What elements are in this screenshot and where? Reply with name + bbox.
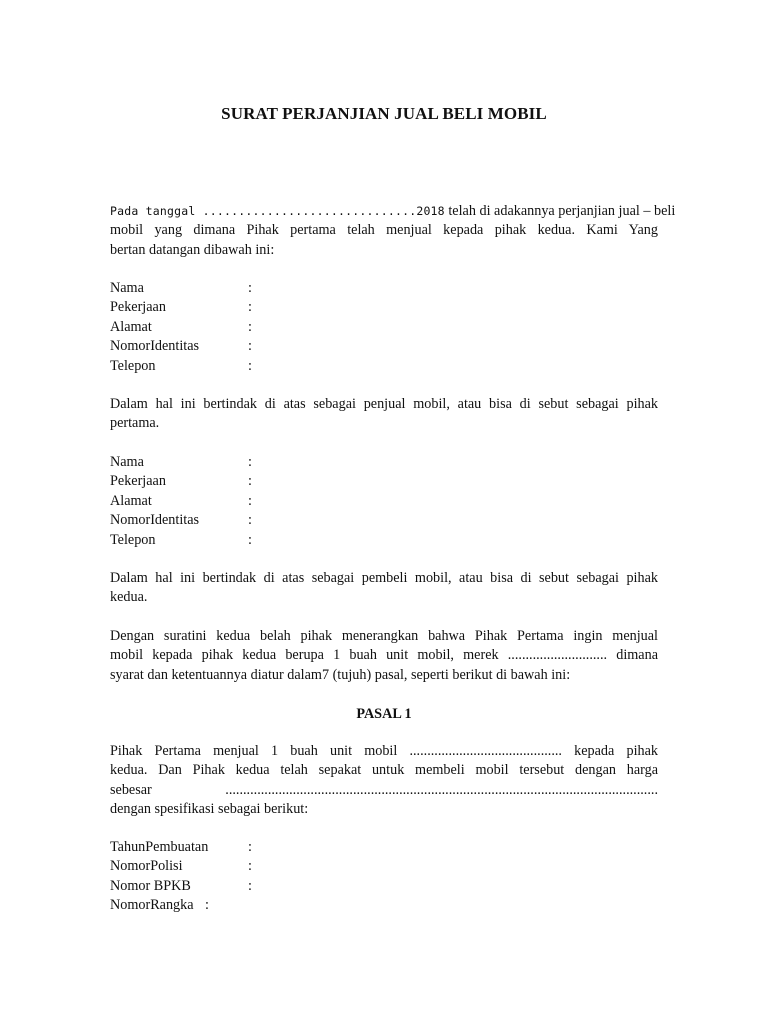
spec-field-tahunpembuatan (110, 838, 410, 857)
spec-field-nomorbpkb (110, 877, 410, 896)
field-colon: : (248, 357, 252, 374)
field-colon: : (248, 877, 252, 894)
pasal-1-line-1: Pihak Pertama menjual 1 buah unit mobil ........................................... kepada pihak (110, 743, 658, 759)
field-colon: : (248, 531, 252, 548)
field-colon: : (248, 454, 252, 470)
intro-line-1 (110, 202, 676, 221)
party1-field-alamat (110, 318, 410, 337)
party1-field-nama (110, 279, 410, 298)
agreement-line-2: mobil kepada pihak kedua berupa 1 buah unit mobil, merek ............................ dimana (110, 647, 658, 664)
field-label: Telepon (110, 357, 156, 374)
party1-field-pekerjaan (110, 298, 410, 317)
party1-desc-line-2: pertama. (110, 415, 160, 432)
field-label: Alamat (110, 318, 152, 335)
intro-date-blank: Pada tanggal ..............................2018 (110, 204, 445, 218)
intro-line-1-text: telah di adakannya perjanjian jual – beli (448, 203, 676, 219)
document-title: SURAT PERJANJIAN JUAL BELI MOBIL (221, 104, 547, 123)
field-colon: : (248, 318, 252, 335)
pasal-1-line-2: kedua. Dan Pihak kedua telah sepakat untuk membeli mobil tersebut dengan harga (110, 762, 658, 779)
field-label: NomorRangka (110, 897, 194, 914)
pasal-1-line-3: sebesar .......................................................................................................................... (110, 781, 658, 798)
field-colon: : (205, 897, 209, 914)
party2-desc-line-1: Dalam hal ini bertindak di atas sebagai pembeli mobil, atau bisa di sebut sebagai pihak (110, 570, 658, 586)
field-colon: : (248, 338, 252, 355)
spec-field-nomorrangka (110, 896, 410, 915)
party2-field-telepon (110, 531, 410, 550)
field-colon: : (248, 492, 252, 509)
pasal-1-line-4: dengan spesifikasi sebagai berikut: (110, 801, 309, 818)
party2-description (110, 569, 658, 608)
party1-desc-line-1: Dalam hal ini bertindak di atas sebagai penjual mobil, atau bisa di sebut sebagai pihak (110, 396, 658, 412)
intro-line-3: bertan datangan dibawah ini: (110, 241, 275, 258)
party1-fields (110, 279, 410, 376)
field-colon: : (248, 473, 252, 490)
party1-field-telepon (110, 357, 410, 376)
pasal-1-heading: PASAL 1 (356, 706, 412, 722)
party2-field-nama (110, 453, 410, 472)
party2-desc-line-2: kedua. (110, 589, 148, 606)
field-label: TahunPembuatan (110, 839, 209, 855)
field-label: Nomor BPKB (110, 877, 191, 894)
party2-field-nomoridentitas (110, 511, 410, 530)
party2-fields (110, 453, 410, 550)
field-label: Pekerjaan (110, 299, 166, 316)
spec-fields (110, 838, 410, 916)
intro-paragraph (110, 202, 676, 260)
field-label: NomorPolisi (110, 858, 183, 875)
field-colon: : (248, 858, 252, 875)
field-label: NomorIdentitas (110, 338, 200, 355)
field-label: Telepon (110, 531, 156, 548)
field-colon: : (248, 839, 252, 855)
field-colon: : (248, 280, 252, 296)
agreement-paragraph (110, 627, 658, 685)
intro-line-2: mobil yang dimana Pihak pertama telah menjual kepada pihak kedua. Kami Yang (110, 222, 658, 239)
field-colon: : (248, 299, 252, 316)
pasal-1-paragraph (110, 742, 658, 820)
field-label: Nama (110, 280, 144, 296)
field-label: Nama (110, 454, 144, 470)
agreement-line-1: Dengan suratini kedua belah pihak menerangkan bahwa Pihak Pertama ingin menjual (110, 628, 658, 644)
party2-field-alamat (110, 492, 410, 511)
party1-description (110, 395, 658, 434)
field-label: Alamat (110, 492, 152, 509)
field-colon: : (248, 512, 252, 529)
field-label: Pekerjaan (110, 473, 166, 490)
party2-field-pekerjaan (110, 472, 410, 491)
spec-field-nomorpolisi (110, 857, 410, 876)
agreement-line-3: syarat dan ketentuannya diatur dalam7 (tujuh) pasal, seperti berikut di bawah ini: (110, 666, 571, 683)
party1-field-nomoridentitas (110, 337, 410, 356)
field-label: NomorIdentitas (110, 512, 200, 529)
